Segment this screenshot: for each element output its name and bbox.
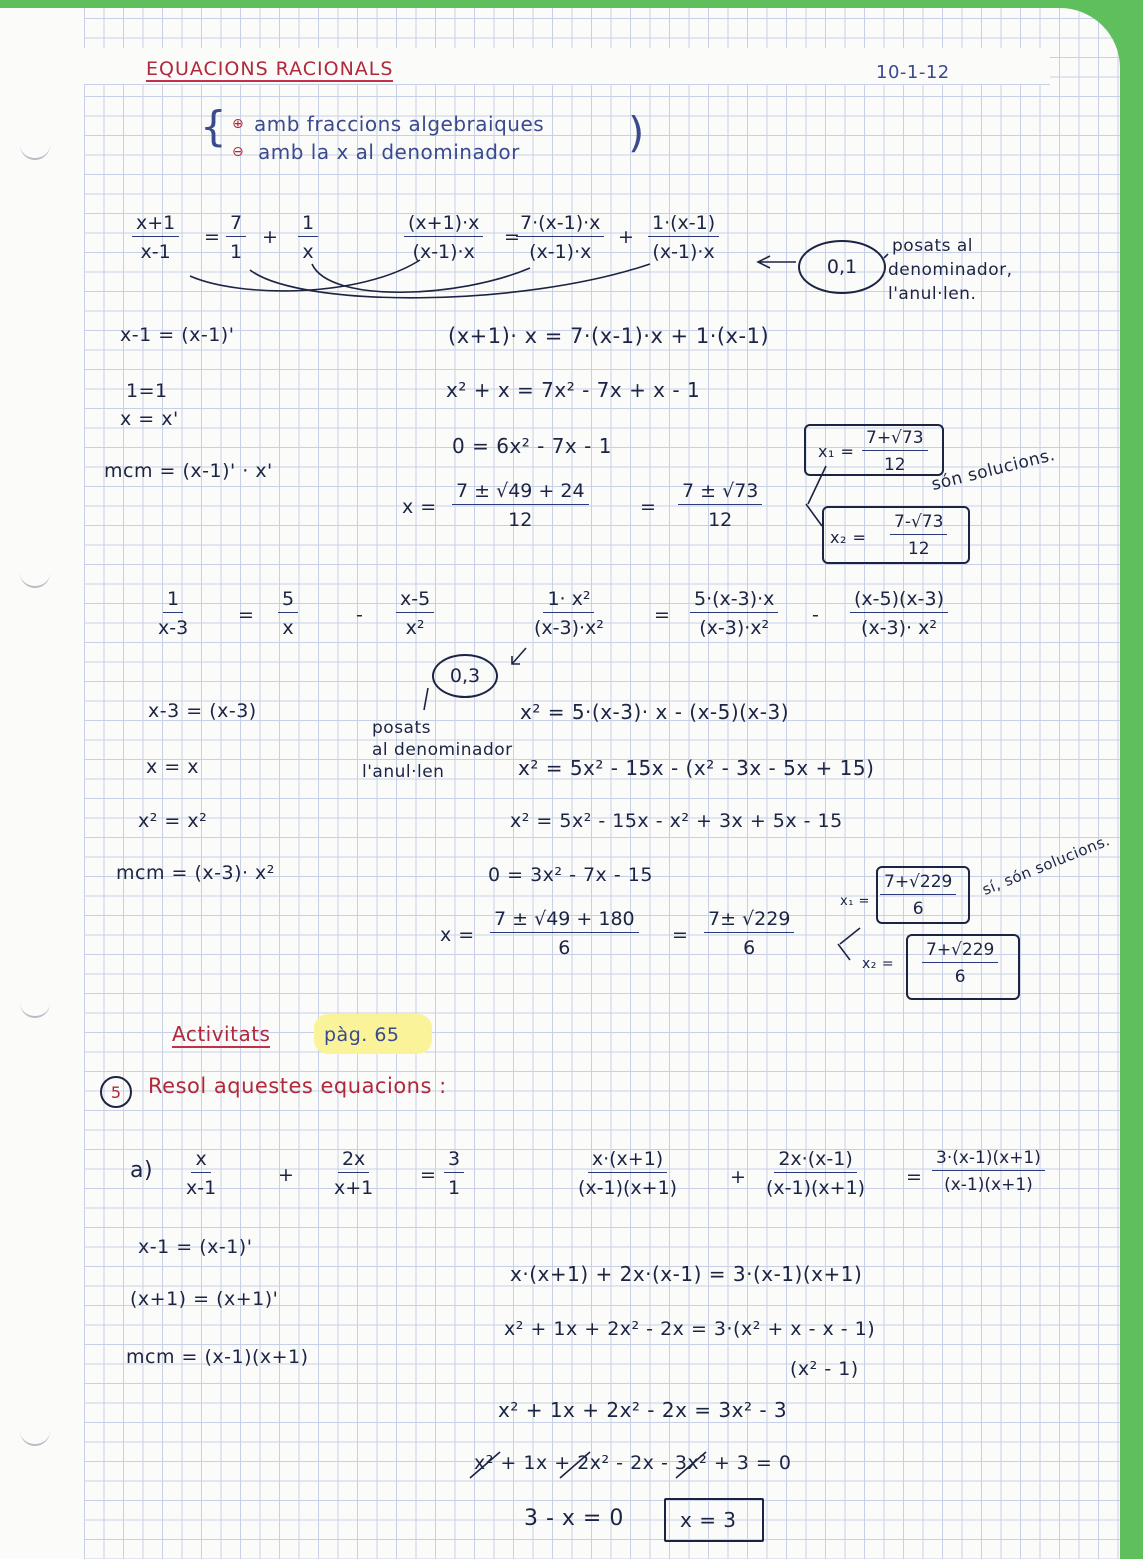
exercise-number: 5 (100, 1076, 132, 1108)
ex2-note-1: posats (372, 718, 431, 738)
ex1-mcm: mcm = (x-1)' · x' (104, 460, 273, 482)
equals-sign: = (640, 496, 657, 518)
ex2-term-a: $\frac{1}{x-3}$ (158, 588, 189, 639)
ex2-factor-3: x² = x² (138, 810, 208, 832)
arrow-curve (190, 260, 420, 291)
ex2-step-3: x² = 5x² - 15x - x² + 3x + 5x - 15 (510, 810, 843, 832)
ex1-factor-3: x = x' (120, 408, 179, 430)
ex2-step-2: x² = 5x² - 15x - (x² - 3x - 5x + 15) (518, 756, 875, 780)
minus-sign: - (356, 604, 364, 626)
plus-sign: + (618, 226, 635, 248)
ex2-solutions-note: sí, són solucions. (979, 831, 1113, 899)
ex3-term-1: $\frac{x}{x-1}$ (186, 1148, 217, 1199)
exercise-statement: Resol aquestes equacions : (148, 1074, 447, 1098)
ex1-quadratic-1: $\frac{7 \pm √49 + 24}{12}$ (452, 480, 589, 531)
ex1-factor-1: x-1 = (x-1)' (120, 324, 235, 346)
equals-sign: = (654, 604, 671, 626)
plus-sign: + (278, 1164, 295, 1186)
ex2-solution-1-label: x₁ = (840, 894, 870, 909)
intro-brace: { (200, 102, 228, 151)
ex2-x-equals: x = (440, 924, 475, 946)
ex1-note-2: denominador, (888, 260, 1013, 280)
equals-sign: = (420, 1164, 437, 1186)
ex1-term-1: $\frac{7}{1}$ (226, 212, 246, 263)
ex1-solution-1-label: x₁ = (818, 442, 855, 461)
ex3-step-5: 3 - x = 0 (524, 1506, 624, 1531)
strike-line (560, 1452, 590, 1478)
ex1-step-3: 0 = 6x² - 7x - 1 (452, 434, 612, 458)
ex2-factor-1: x-3 = (x-3) (148, 700, 257, 722)
arrow-curve (312, 264, 530, 292)
ex3-term-2: $\frac{2x}{x+1}$ (334, 1148, 374, 1199)
ex2-rewritten-3: $\frac{(x-5)(x-3)}{\text{(x-3)· x²}}$ (850, 588, 948, 639)
ex3-factor-2: (x+1) = (x+1)' (130, 1288, 279, 1310)
equals-sign: = (672, 924, 689, 946)
intro-line-2: amb la x al denominador (258, 140, 520, 164)
notebook-page (0, 8, 1120, 1559)
ex1-rewritten-1: $\frac{(x+1)\cdot x}{(x-1)\cdot x}$ (404, 212, 483, 263)
ex1-step-1: (x+1)· x = 7·(x-1)·x + 1·(x-1) (448, 324, 770, 348)
ex2-term-b: $\frac{5}{x}$ (278, 588, 298, 639)
ex2-solution-2-label: x₂ = (862, 956, 895, 972)
ex2-quadratic-2: $\frac{7\pm √229}{6}$ (704, 908, 794, 959)
ex2-step-1: x² = 5·(x-3)· x - (x-5)(x-3) (520, 700, 790, 724)
page-date: 10-1-12 (876, 62, 950, 83)
activities-page: pàg. 65 (324, 1024, 400, 1046)
ex1-x-equals: x = (402, 496, 437, 518)
intro-paren: ) (628, 108, 645, 157)
ex3-rewritten-3: $\frac{3\cdot(x-1)(x+1)}{(x-1)(x+1)}$ (932, 1148, 1045, 1195)
ex2-excluded-values: 0,3 (432, 654, 498, 698)
ex1-solutions-note: són solucions. (929, 444, 1058, 496)
ex1-term-2: $\frac{1}{x}$ (298, 212, 318, 263)
ex2-step-4: 0 = 3x² - 7x - 15 (488, 864, 653, 886)
ex3-term-3: $\frac{3}{1}$ (444, 1148, 464, 1199)
ex1-quadratic-2: $\frac{7 \pm √73}{12}$ (678, 480, 762, 531)
ex1-lhs-fraction: $\frac{x+1}{x-1}$ (132, 212, 179, 263)
ex2-factor-2: x = x (146, 756, 199, 778)
page-title: EQUACIONS RACIONALS (146, 58, 394, 80)
ex1-note-3: l'anul·len. (888, 284, 977, 304)
ex2-solution-1: $\frac{7+√229}{6}$ (880, 872, 956, 919)
part-a-label: a) (130, 1158, 154, 1183)
ex2-note-2: al denominador (372, 740, 513, 760)
ex3-rewritten-2: $\frac{2x\cdot(x-1)}{(x-1)(x+1)}$ (766, 1148, 866, 1199)
ex3-rewritten-1: $\frac{x\cdot(x+1)}{(x-1)(x+1)}$ (578, 1148, 678, 1199)
ex1-note-1: posats al (892, 236, 974, 256)
ex3-mcm: mcm = (x-1)(x+1) (126, 1346, 309, 1368)
annotation-arrows (0, 8, 1120, 1559)
ex2-rewritten-1: $\frac{\text{1· x²}}{\text{(x-3)·x²}}$ (534, 588, 604, 639)
ex1-solution-2-label: x₂ = (830, 528, 867, 547)
ex2-term-c: $\frac{x-5}{\text{x²}}$ (396, 588, 434, 639)
arrow-curve (250, 264, 650, 298)
ex3-step-3: x² + 1x + 2x² - 2x = 3x² - 3 (498, 1398, 788, 1422)
strike-line (676, 1452, 706, 1478)
ex1-factor-2: 1=1 (126, 380, 168, 402)
equals-sign: = (906, 1166, 923, 1188)
minus-sign: - (812, 604, 820, 626)
ex2-rewritten-2: $\frac{5\cdot(x-3)\cdot x}{\text{(x-3)·x²}}$ (690, 588, 778, 639)
ex3-step-4: x² + 1x + 2x² - 2x - 3x² + 3 = 0 (474, 1452, 792, 1474)
bullet-icon: ⊖ (232, 144, 245, 160)
ex3-step-1: x·(x+1) + 2x·(x-1) = 3·(x-1)(x+1) (510, 1262, 863, 1286)
ex1-excluded-values: 0,1 (798, 240, 886, 294)
ex3-result: x = 3 (680, 1508, 737, 1532)
strike-line (470, 1452, 500, 1478)
plus-sign: + (730, 1166, 747, 1188)
ex1-solution-2: $\frac{7-√73}{12}$ (890, 512, 947, 559)
ex1-rewritten-2: $\frac{7\cdot(x-1)\cdot x}{(x-1)\cdot x}$ (516, 212, 604, 263)
ex3-step-2b: (x² - 1) (790, 1358, 859, 1380)
equals-sign: = (204, 226, 221, 248)
ex3-step-2: x² + 1x + 2x² - 2x = 3·(x² + x - x - 1) (504, 1318, 876, 1340)
intro-line-1: amb fraccions algebraiques (254, 112, 545, 136)
ex3-factor-1: x-1 = (x-1)' (138, 1236, 253, 1258)
equals-sign: = (504, 226, 521, 248)
ex2-solution-2: $\frac{7+√229}{6}$ (922, 940, 998, 987)
ex1-step-2: x² + x = 7x² - 7x + x - 1 (446, 378, 701, 402)
plus-sign: + (262, 226, 279, 248)
ex1-solution-1: $\frac{7+√73}{12}$ (862, 428, 928, 475)
activities-label: Activitats (172, 1022, 271, 1046)
ex1-rewritten-3: $\frac{1\cdot(x-1)}{(x-1)\cdot x}$ (648, 212, 719, 263)
ex2-quadratic-1: $\frac{7 \pm √49 + 180}{6}$ (490, 908, 639, 959)
ex2-mcm: mcm = (x-3)· x² (116, 862, 275, 884)
equals-sign: = (238, 604, 255, 626)
ex2-note-3: l'anul·len (362, 762, 445, 782)
bullet-icon: ⊕ (232, 116, 245, 132)
